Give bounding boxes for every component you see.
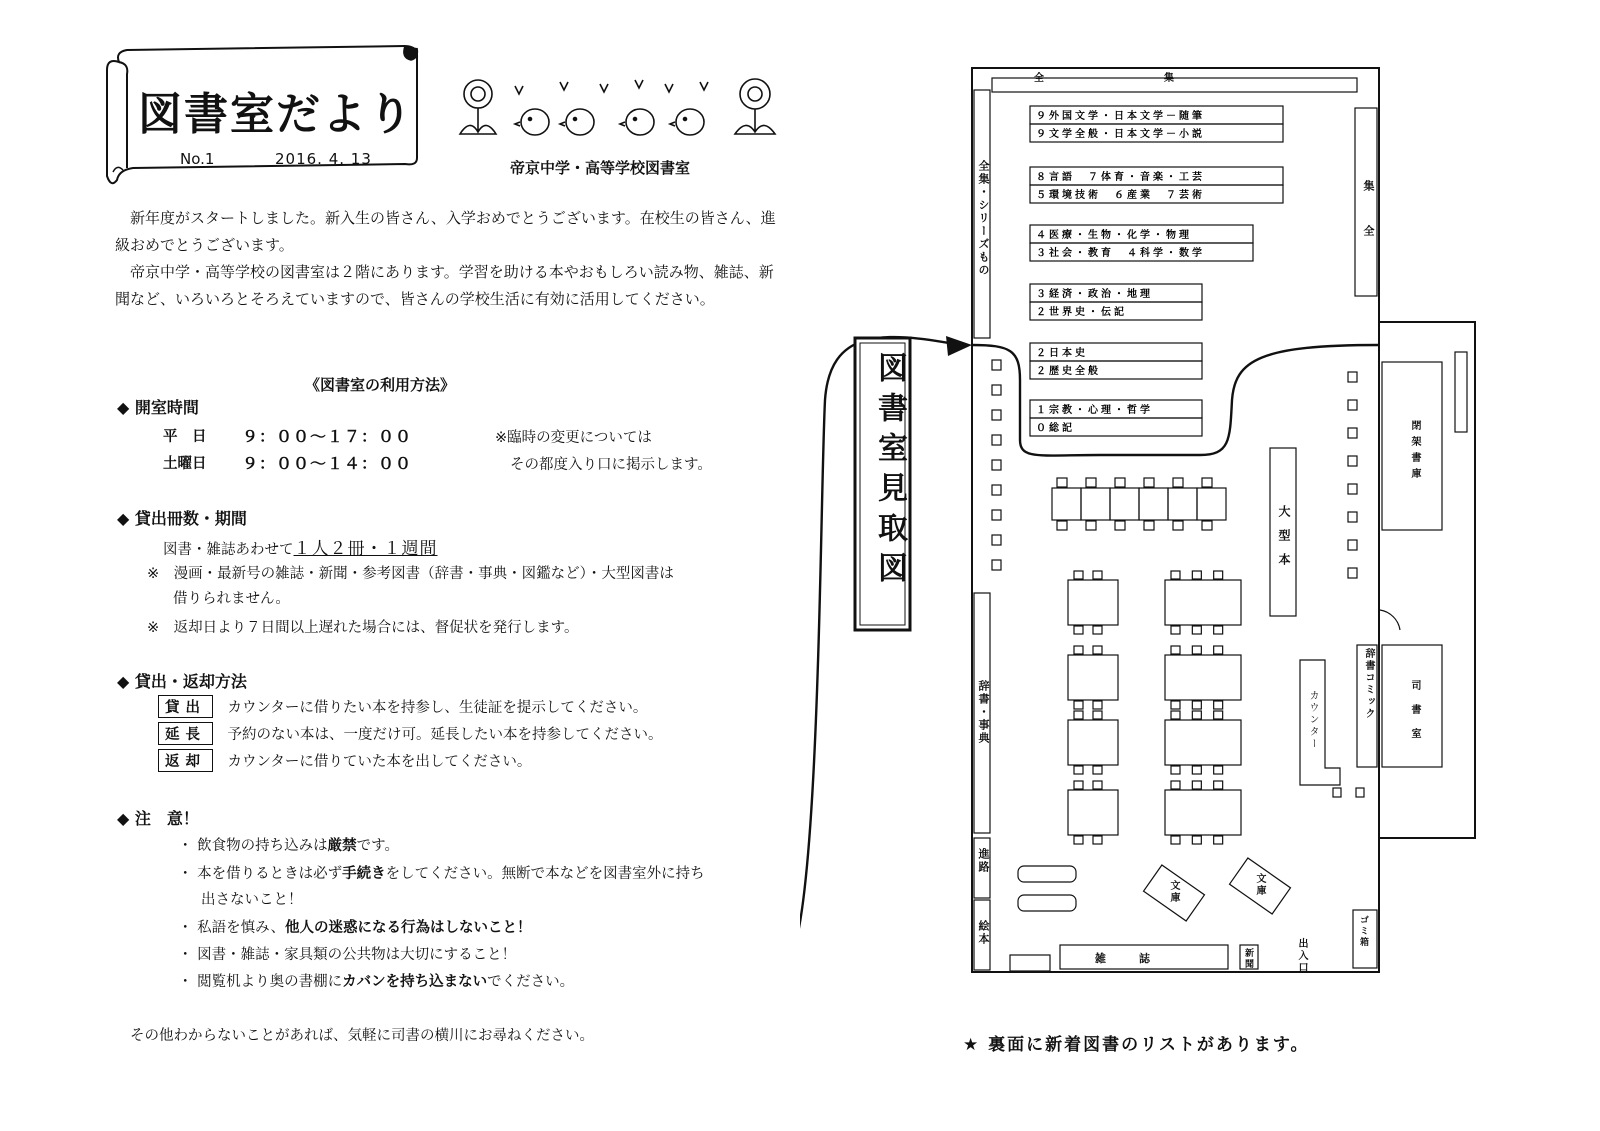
chair xyxy=(1348,372,1357,382)
closed-stacks-label: 閉架書庫 xyxy=(1409,420,1420,484)
hours-note-2: その都度入り口に掲示します。 xyxy=(510,457,712,473)
chair xyxy=(1074,711,1083,719)
chair xyxy=(1074,781,1083,789)
chicks-and-flowers-illustration xyxy=(450,72,785,147)
chair xyxy=(1192,626,1201,634)
chair xyxy=(1171,766,1180,774)
saturday-hours: ９：００～１４：００ xyxy=(242,454,413,473)
intro-text xyxy=(115,205,780,313)
chick-icon xyxy=(670,109,704,135)
chair xyxy=(1348,456,1357,466)
chair xyxy=(1348,512,1357,522)
trash-label: ゴミ箱 xyxy=(1358,915,1368,948)
chair xyxy=(1057,521,1067,530)
reading-table xyxy=(1068,790,1118,835)
counter-label: カウンター xyxy=(1307,690,1318,750)
hours-note-1: ※臨時の変更については xyxy=(495,430,652,446)
chair xyxy=(1093,701,1102,709)
loan-note-1b: 借りられません。 xyxy=(173,591,290,607)
caution-item-quiet: ・ 私語を慎み、他人の迷惑になる行為はしないこと！ xyxy=(178,920,532,936)
chair xyxy=(1093,836,1102,844)
shelf-group xyxy=(1030,106,1283,436)
reading-table xyxy=(1081,488,1110,520)
chair xyxy=(1074,766,1083,774)
reading-table xyxy=(1068,720,1118,765)
reading-table xyxy=(1139,488,1168,520)
issue-number: No.1 xyxy=(180,150,215,168)
chair xyxy=(1074,626,1083,634)
annex-outline xyxy=(1379,322,1475,838)
chair xyxy=(1356,788,1364,797)
caution-item-checkout-cont: 出さないこと！ xyxy=(201,892,303,908)
librarian-room-label: 司書室 xyxy=(1409,680,1420,752)
oversize-label: 大型本 xyxy=(1277,505,1291,577)
reading-table xyxy=(1110,488,1139,520)
chair xyxy=(1171,836,1180,844)
comic-label: 辞書コミック xyxy=(1363,648,1374,720)
shelf-label: ２世界史・伝記 xyxy=(1036,307,1127,318)
reading-table xyxy=(1165,655,1241,700)
chair xyxy=(1171,701,1180,709)
reading-table xyxy=(1068,655,1118,700)
route-arrowhead-icon xyxy=(946,336,972,356)
flower-left-icon xyxy=(460,80,496,134)
reading-table xyxy=(1165,580,1241,625)
ehon-shelf-label: 絵本 xyxy=(977,920,990,946)
reading-table xyxy=(1168,488,1197,520)
chair xyxy=(1192,701,1201,709)
shelf-label: １宗教・心理・哲学 xyxy=(1036,405,1153,416)
chair xyxy=(1348,400,1357,410)
chair xyxy=(1348,568,1357,578)
shelf-label: ０総記 xyxy=(1036,423,1075,434)
chair xyxy=(1171,571,1180,579)
chair xyxy=(1144,478,1154,487)
chair xyxy=(1192,571,1201,579)
chair xyxy=(1214,711,1223,719)
chair xyxy=(1192,766,1201,774)
loan-heading: ◆ 貸出冊数・期間 xyxy=(117,509,247,528)
chair xyxy=(1214,766,1223,774)
loan-note-1a: ※ 漫画・最新号の雑誌・新聞・参考図書（辞書・事典・図鑑など）・大型図書は xyxy=(147,566,674,582)
chair xyxy=(1348,428,1357,438)
hours-heading: ◆ 開室時間 xyxy=(117,398,199,417)
chair xyxy=(1171,646,1180,654)
chick-icon xyxy=(560,109,594,135)
newspaper-label: 新聞 xyxy=(1243,948,1253,970)
right-shelf xyxy=(1355,108,1377,296)
entrance-label: 出入口 xyxy=(1296,938,1307,974)
intro-paragraph-2: 帝京中学・高等学校の図書室は２階にあります。学習を助ける本やおもしろい読み物、雑誌、新聞など、いろいろとそろえていますので、皆さんの学校生活に有効に活用してください。 xyxy=(115,263,774,308)
chair xyxy=(1057,478,1067,487)
shelf-label: ２日本史 xyxy=(1036,348,1088,359)
chair xyxy=(992,485,1001,495)
weekday-hours: ９：００～１７：００ xyxy=(242,427,413,446)
reading-tables xyxy=(1052,488,1241,835)
school-library-name: 帝京中学・高等学校図書室 xyxy=(510,159,691,177)
chick-icon xyxy=(620,109,654,135)
chair xyxy=(1348,484,1357,494)
chair xyxy=(1074,646,1083,654)
chair xyxy=(1093,711,1102,719)
shelf-label: ４医療・生物・化学・物理 xyxy=(1036,230,1192,241)
chair xyxy=(1171,781,1180,789)
shelf-label: ９文学全般・日本文学－小説 xyxy=(1036,129,1205,140)
saturday-label: 土曜日 xyxy=(163,456,207,472)
chair xyxy=(1093,646,1102,654)
chair xyxy=(992,360,1001,370)
chair xyxy=(1192,781,1201,789)
caution-item-property: ・ 図書・雑誌・家具類の公共物は大切にすること！ xyxy=(178,947,517,963)
chair xyxy=(1093,626,1102,634)
chair xyxy=(1074,836,1083,844)
chair xyxy=(1173,521,1183,530)
method-item-extend: 延長 予約のない本は、一度だけ可。延長したい本を持参してください。 xyxy=(158,722,663,745)
chair xyxy=(992,560,1001,570)
chair xyxy=(1192,646,1201,654)
loan-note-2: ※ 返却日より７日間以上遅れた場合には、督促状を発行します。 xyxy=(147,620,579,636)
chair xyxy=(1144,521,1154,530)
reading-table xyxy=(1165,720,1241,765)
shinro-shelf-label: 進路 xyxy=(977,848,990,874)
chair xyxy=(1214,701,1223,709)
reading-table xyxy=(1165,790,1241,835)
chair xyxy=(1214,646,1223,654)
newsletter-title: 図書室だより xyxy=(138,89,414,140)
shelf-label: ８言語 ７体育・音楽・工芸 xyxy=(1036,172,1205,183)
chair xyxy=(1093,571,1102,579)
chair xyxy=(1074,571,1083,579)
loan-limit: 図書・雑誌あわせて１人２冊・１週間 xyxy=(163,539,438,559)
chair xyxy=(992,460,1001,470)
reading-table xyxy=(1197,488,1226,520)
magazine-shelf-label: 雑 誌 xyxy=(1095,952,1150,965)
chair xyxy=(1202,521,1212,530)
reading-table xyxy=(1052,488,1081,520)
intro-paragraph-1: 新年度がスタートしました。新入生の皆さん、入学おめでとうございます。在校生の皆さん、進級おめでとうございます。 xyxy=(115,209,776,254)
chair xyxy=(992,385,1001,395)
chair xyxy=(1214,571,1223,579)
usage-section-title: 《図書室の利用方法》 xyxy=(305,376,456,394)
chair xyxy=(1171,711,1180,719)
footer-note: その他わからないことがあれば、気軽に司書の横川にお尋ねください。 xyxy=(130,1028,594,1044)
chair xyxy=(1173,478,1183,487)
shelf-label: ５環境技術 ６産業 ７芸術 xyxy=(1036,190,1205,201)
chair xyxy=(1093,766,1102,774)
issue-date: 2016. 4. 13 xyxy=(275,150,372,168)
flower-right-icon xyxy=(735,79,775,134)
caution-item-checkout: ・ 本を借りるときは必ず手続きをしてください。無断で本などを図書室外に持ち xyxy=(178,866,705,882)
chair xyxy=(992,510,1001,520)
bunko-label-1: 文庫 xyxy=(1168,880,1179,904)
chair xyxy=(1171,626,1180,634)
chair xyxy=(992,435,1001,445)
shelf-label: ２歴史全般 xyxy=(1036,366,1101,377)
weekday-label: 平 日 xyxy=(163,429,207,445)
right-shelf-label-2: 全 xyxy=(1362,225,1375,238)
shelf-label: ９外国文学・日本文学－随筆 xyxy=(1036,111,1205,122)
chair xyxy=(1086,478,1096,487)
chick-icon xyxy=(515,109,549,135)
chair xyxy=(1192,711,1201,719)
chair xyxy=(1192,836,1201,844)
caution-item-food: ・ 飲食物の持ち込みは厳禁です。 xyxy=(178,838,399,854)
chair xyxy=(1115,521,1125,530)
method-heading: ◆ 貸出・返却方法 xyxy=(117,672,247,691)
back-page-note: ★ 裏面に新着図書のリストがあります。 xyxy=(963,1035,1310,1055)
chair xyxy=(1214,781,1223,789)
chair xyxy=(1093,781,1102,789)
shelf-label: ３社会・教育 ４科学・数学 xyxy=(1036,248,1205,259)
chair xyxy=(992,535,1001,545)
series-shelf-label: 全集・シリーズもの xyxy=(977,160,990,277)
dict-shelf-label: 辞書・事典 xyxy=(977,680,990,745)
bunko-label-2: 文庫 xyxy=(1254,873,1265,897)
method-item-lend: 貸出 カウンターに借りたい本を持参し、生徒証を提示してください。 xyxy=(158,695,647,718)
chair xyxy=(1333,788,1341,797)
shelf-label: ３経済・政治・地理 xyxy=(1036,289,1153,300)
chair xyxy=(1115,478,1125,487)
chair xyxy=(1086,521,1096,530)
map-title: 図書室見取図 xyxy=(872,352,907,592)
reading-table xyxy=(1068,580,1118,625)
caution-item-bags: ・ 閲覧机より奥の書棚にカバンを持ち込まないでください。 xyxy=(178,974,575,990)
chair xyxy=(1214,626,1223,634)
chair xyxy=(1214,836,1223,844)
chair xyxy=(1202,478,1212,487)
chair xyxy=(992,410,1001,420)
right-shelf-label-1: 集 xyxy=(1362,180,1375,193)
method-item-return: 返却 カウンターに借りていた本を出してください。 xyxy=(158,749,531,772)
caution-heading: ◆ 注 意！ xyxy=(117,809,199,828)
chair xyxy=(1348,540,1357,550)
chair xyxy=(1074,701,1083,709)
top-shelf-label: 全 集 xyxy=(1034,73,1174,84)
